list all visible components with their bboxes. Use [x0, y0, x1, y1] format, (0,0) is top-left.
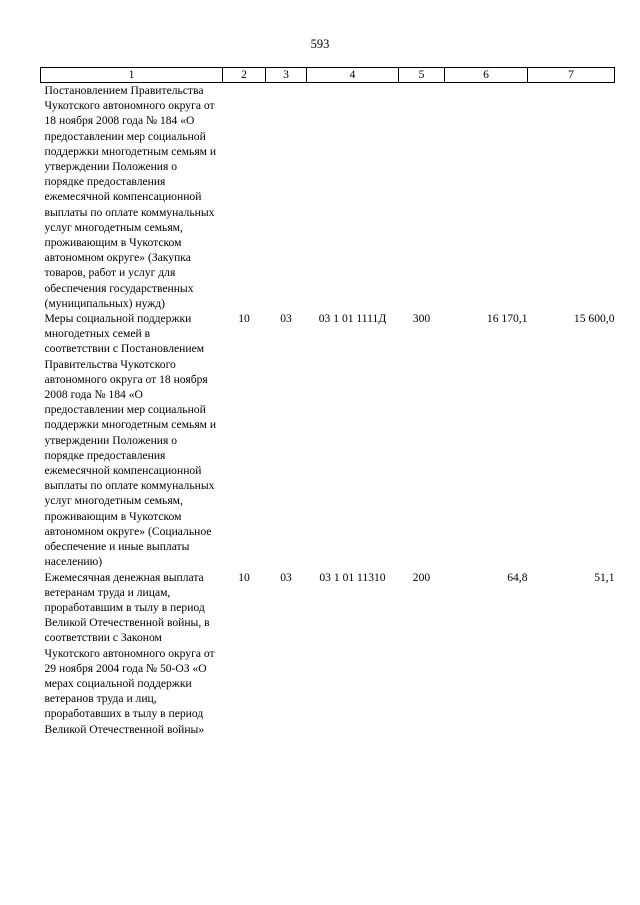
budget-table — [40, 67, 615, 737]
row-expense-type — [399, 83, 445, 312]
row-description: Ежемесячная денежная выплата ветеранам труда и лицам, проработавшим в тылу в период Великой Отечественной войны, в соответствии с Законом Чукотского автономного округа от 29 ноября 2004 года № 50-ОЗ «О мерах социальной поддержки ветеранов труда и лиц, проработавших в тылу в период Великой Отечественной войны» — [44, 570, 215, 736]
header-cell-1: 1 — [41, 68, 223, 83]
row-expense-type: 200 — [412, 570, 431, 584]
row-amount-2 — [528, 83, 615, 312]
table-header-row — [41, 68, 615, 83]
header-cell-4: 4 — [307, 68, 399, 83]
row-section: 10 — [238, 312, 250, 326]
row-amount-2: 15 600,0 — [573, 312, 615, 326]
table-row — [41, 570, 615, 737]
row-section: 10 — [238, 570, 250, 584]
header-cell-2: 2 — [223, 68, 266, 83]
row-subsection: 03 — [280, 312, 292, 326]
table-row — [41, 311, 615, 569]
row-amount-1 — [445, 83, 528, 312]
row-target-code: 03 1 01 11310 — [319, 570, 386, 584]
page-number: 593 — [310, 37, 330, 51]
row-subsection — [266, 83, 307, 312]
table-row — [41, 83, 615, 312]
header-cell-6: 6 — [445, 68, 528, 83]
header-cell-5: 5 — [399, 68, 445, 83]
row-target-code — [307, 83, 399, 312]
row-description: Постановлением Правительства Чукотского автономного округа от 18 ноября 2008 года № 184 «О предоставлении мер социальной поддержки многодетным семьям и утверждении Положения о порядке предоставления ежемесячной компенсационной выплаты по оплате коммунальных услуг многодетным семьям, проживающим в Чукотском автономном округе» (Закупка товаров, работ и услуг для обеспечения государственных (муниципальных) нужд) — [44, 84, 217, 310]
row-target-code: 03 1 01 1111Д — [318, 312, 387, 326]
header-cell-3: 3 — [266, 68, 307, 83]
row-amount-1: 16 170,1 — [486, 312, 528, 326]
row-amount-2: 51,1 — [594, 570, 615, 584]
row-subsection: 03 — [280, 570, 292, 584]
row-section — [223, 83, 266, 312]
header-cell-7: 7 — [528, 68, 615, 83]
row-amount-1: 64,8 — [507, 570, 528, 584]
row-description: Меры социальной поддержки многодетных семей в соответствии с Постановлением Правительства Чукотского автономного округа от 18 ноября 2008 года № 184 «О предоставлении мер социальной поддержки многодетным семьям и утверждении Положения о порядке предоставления ежемесячной компенсационной выплаты по оплате коммунальных услуг многодетным семьям, проживающим в Чукотском автономном округе» (Социальное обеспечение и иные выплаты населению) — [44, 312, 217, 569]
row-expense-type: 300 — [412, 312, 431, 326]
